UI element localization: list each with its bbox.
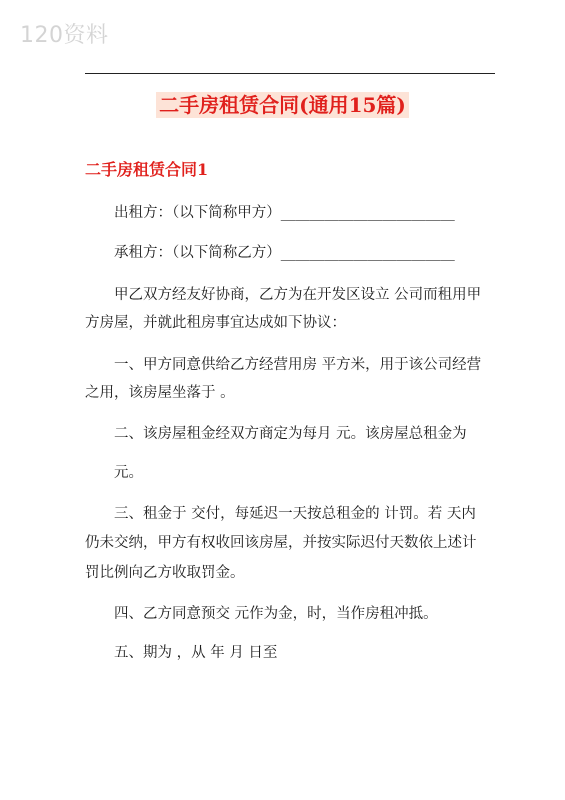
paragraph-line: 二、该房屋租金经双方商定为每月 元。该房屋总租金为 [114,426,467,442]
paragraph-line: 之用，该房屋坐落于 。 [85,385,235,401]
paragraph-line: 一、甲方同意供给乙方经营用房 平方米，用于该公司经营 [114,357,482,373]
paragraph-line: 方房屋，并就此租房事宜达成如下协议： [85,315,346,331]
document-title [0,92,565,118]
lessee-line: 承租方：（以下简称乙方）________________________ [114,245,455,261]
paragraph-line: 罚比例向乙方收取罚金。 [85,565,245,581]
document-title-text: 二手房租赁合同(通用15篇) [156,92,409,118]
watermark-logo: 120资料 [20,23,109,48]
top-divider [85,73,495,74]
paragraph-line: 四、乙方同意预交 元作为金，时，当作房租冲抵。 [114,606,438,622]
section-heading: 二手房租赁合同1 [85,160,209,179]
lessor-line: 出租方：（以下简称甲方）________________________ [114,205,455,221]
paragraph-line: 五、期为 ，从 年 月 日至 [114,645,278,661]
paragraph-line: 三、租金于 交付，每延迟一天按总租金的 计罚。若 天内 [114,506,476,522]
paragraph-line: 仍未交纳，甲方有权收回该房屋，并按实际迟付天数依上述计 [85,535,477,551]
paragraph-line: 甲乙双方经友好协商，乙方为在开发区设立 公司而租用甲 [114,287,482,303]
paragraph-line: 元。 [114,465,143,481]
